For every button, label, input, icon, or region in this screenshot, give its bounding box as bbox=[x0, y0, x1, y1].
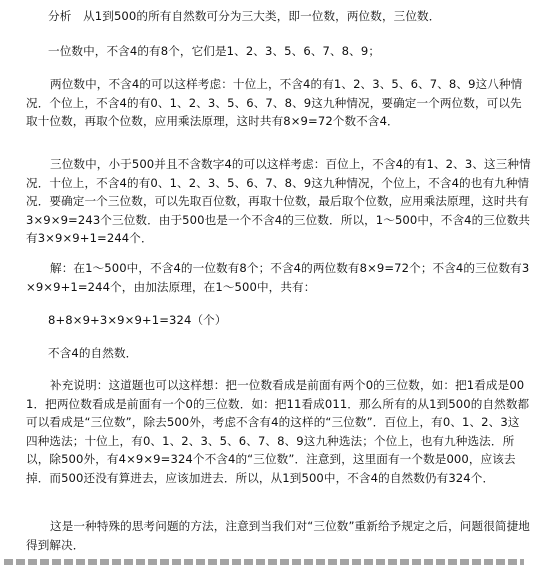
summary-paragraph: 这是一种特殊的思考问题的方法，注意到当我们对“三位数”重新给予规定之后，问题很简捷地得到解决． bbox=[26, 519, 530, 552]
cutoff-text-line bbox=[0, 558, 535, 567]
two-digit-paragraph: 两位数中，不含4的可以这样考虑：十位上，不含4的有1、2、3、5、6、7、8、9这八种情况．个位上，不含4的有0、1、2、3、5、6、7、8、9这九种情况，要确定一个两位数，可以先取十位数，再取个位数，应用乘法原理，这时共有8×9=72个数不含4． bbox=[26, 77, 523, 129]
three-digit-paragraph: 三位数中，小于500并且不含数字4的可以这样考虑：百位上，不含4的有1、2、3、这三种情况．十位上，不含4的有0、1、2、3、5、6、7、8、9这九种情况，个位上，不含4的也有九种情况．要确定一个三位数，可以先取百位数，再取十位数，最后取个位数，应用乘法原理，这时共有3×9×9=243个三位数．由于500也是一个不含4的三位数．所以，1～500中，不含4的三位数共有3×9×9+1=244个． bbox=[26, 157, 531, 246]
supplement-paragraph: 补充说明：这道题也可以这样想：把一位数看成是前面有两个0的三位数，如：把1看成是001．把两位数看成是前面有一个0的三位数．如：把11看成011．那么所有的从1到500的自然数都可以看成是“三位数”，除去500外，考虑不含有4的这样的“三位数”．百位上，有0、1、2、3这四种选法；十位上，有0、1、2、3、5、6、7、8、9这九种选法；个位上，也有九种选法．所以，除500外，有4×9×9=324个不含4的“三位数”．注意到，这里面有一个数是000，应该去掉．而500还没有算进去，应该加进去．所以，从1到500中，不含4的自然数仍有324个． bbox=[26, 378, 530, 485]
conclusion-line: 不含4的自然数． bbox=[48, 346, 138, 360]
one-digit-paragraph: 一位数中，不含4的有8个，它们是1、2、3、5、6、7、8、9； bbox=[48, 44, 381, 58]
cutoff-line-fragment bbox=[4, 559, 524, 565]
solution-paragraph: 解：在1～500中，不含4的一位数有8个；不含4的两位数有8×9=72个；不含4的三位数有3×9×9+1=244个，由加法原理，在1～500中，共有： bbox=[26, 261, 530, 294]
analysis-paragraph: 分析 从1到500的所有自然数可分为三大类，即一位数，两位数，三位数． bbox=[48, 9, 441, 23]
equation-line: 8+8×9+3×9×9+1=324（个） bbox=[48, 313, 227, 327]
